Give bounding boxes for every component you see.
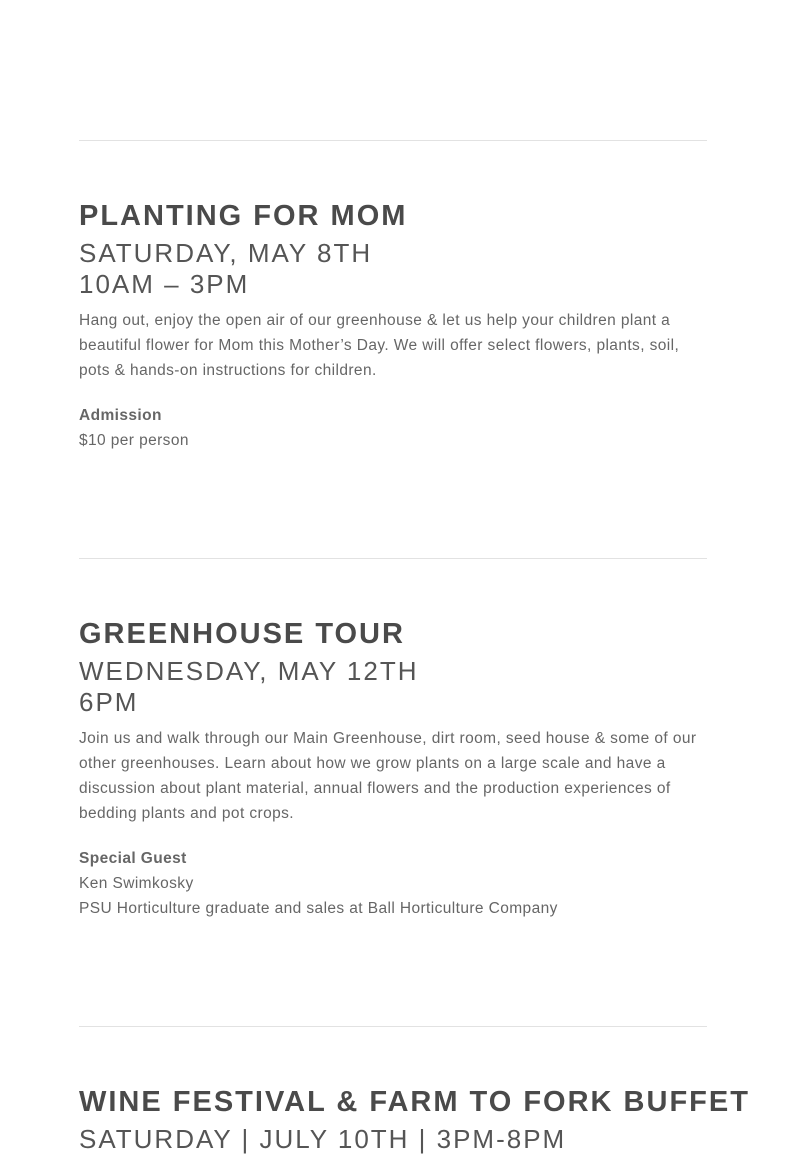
event-time: 6PM: [79, 687, 139, 717]
section-divider: [79, 1026, 707, 1027]
admission-label: Admission: [79, 407, 162, 424]
event-time: 10AM – 3PM: [79, 269, 250, 299]
section-divider: [79, 140, 707, 141]
event-title: PLANTING FOR MOM: [79, 200, 408, 232]
event-date: WEDNESDAY, MAY 12TH: [79, 656, 419, 686]
event-title: GREENHOUSE TOUR: [79, 618, 405, 650]
guest-name: Ken Swimkosky: [79, 875, 194, 892]
event-title: WINE FESTIVAL & FARM TO FORK BUFFET: [79, 1086, 750, 1118]
event-planting-for-mom: [79, 199, 709, 453]
event-date: SATURDAY | JULY 10TH | 3PM-8PM: [79, 1124, 567, 1154]
special-guest-label: Special Guest: [79, 850, 187, 867]
event-date: SATURDAY, MAY 8TH: [79, 238, 373, 268]
event-greenhouse-tour: [79, 617, 709, 921]
event-description: Join us and walk through our Main Greenhouse, dirt room, seed house & some of our other greenhouses. Learn about how we grow plants on a large scale and have a discussion about plant material, annual flowers and the production experiences of bedding plants and pot crops.: [79, 730, 697, 822]
section-divider: [79, 558, 707, 559]
admission-price: $10 per person: [79, 432, 189, 449]
event-wine-festival: [79, 1085, 750, 1155]
event-description: Hang out, enjoy the open air of our greenhouse & let us help your children plant a beautiful flower for Mom this Mother’s Day. We will offer select flowers, plants, soil, pots & hands-on instructions for children.: [79, 312, 680, 379]
guest-bio: PSU Horticulture graduate and sales at Ball Horticulture Company: [79, 900, 558, 917]
